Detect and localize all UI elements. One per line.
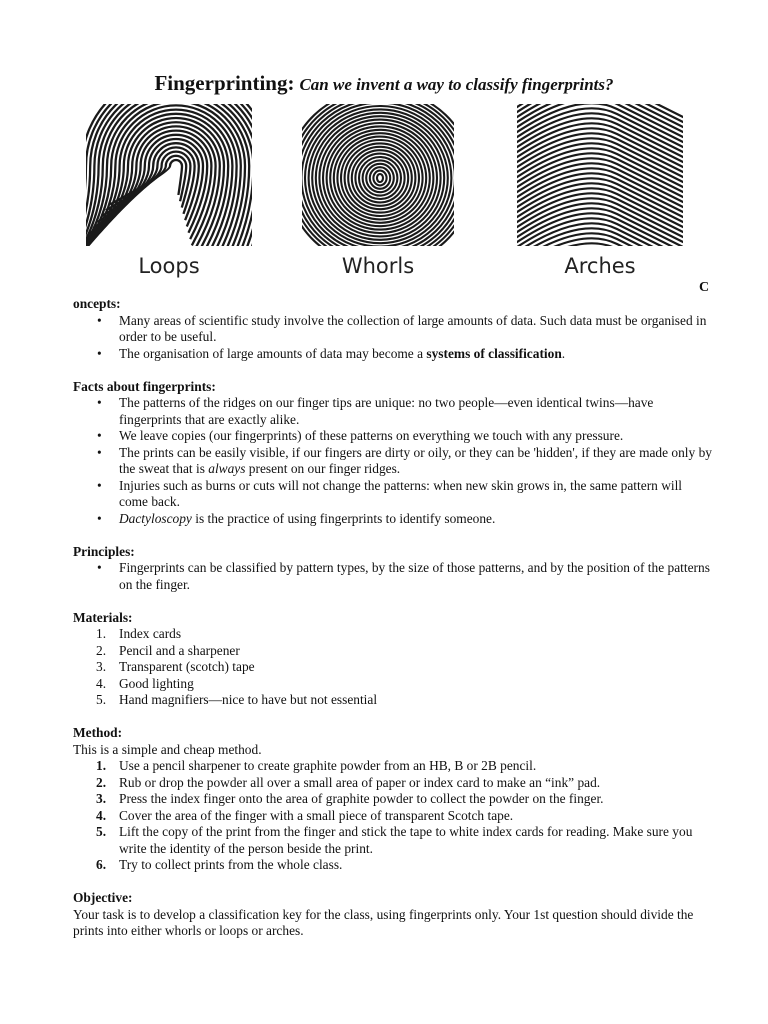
material-number: 3. xyxy=(96,659,107,674)
material-text: Pencil and a sharpener xyxy=(119,642,240,658)
step-number: 3. xyxy=(96,791,107,806)
concept-text: . xyxy=(561,345,566,361)
method-step xyxy=(96,791,713,808)
step-number: 5. xyxy=(96,824,107,839)
principles-section xyxy=(73,544,713,594)
page-title xyxy=(0,70,768,98)
arch-print xyxy=(517,104,683,278)
step-number: 4. xyxy=(96,807,107,823)
objective-section xyxy=(73,890,713,940)
method-step xyxy=(96,774,713,792)
stray-letter: C xyxy=(699,280,710,295)
whorl-fingerprint-image xyxy=(302,104,454,246)
step-text: Press the index finger onto the area of graphite powder to collect the powder on the finger. xyxy=(119,791,604,806)
method-intro: This is a simple and cheap method. xyxy=(73,741,262,757)
material-item xyxy=(96,692,713,709)
material-text: Good lighting xyxy=(119,675,194,691)
whorl-caption: Whorls xyxy=(341,254,415,278)
principle-item: • Fingerprints can be classified by pattern types, by the size of those patterns, and by the position of the patterns on the finger. xyxy=(119,560,713,593)
material-text: Index cards xyxy=(119,626,182,641)
fact-item xyxy=(119,428,713,445)
loop-fingerprint-image xyxy=(86,104,252,246)
loop-caption: Loops xyxy=(138,254,200,278)
material-text: Transparent (scotch) tape xyxy=(119,659,255,674)
concepts-heading: oncepts: xyxy=(73,296,121,311)
concept-text: Many areas of scientific study involve the collection of large amounts of data. Such data must be organised in order to be useful. xyxy=(119,312,707,344)
fact-item xyxy=(119,445,713,478)
step-text: Try to collect prints from the whole class. xyxy=(119,857,343,872)
materials-section xyxy=(73,610,713,709)
step-number: 2. xyxy=(96,774,107,790)
fact-emphasis: always xyxy=(208,461,246,476)
step-text: Use a pencil sharpener to create graphite powder from an HB, B or 2B pencil. xyxy=(119,758,537,773)
step-text: Lift the copy of the print from the finger and stick the tape to white index cards for reading. Make sure you write the identity of the person beside the print. xyxy=(119,824,693,856)
principles-heading: Principles: xyxy=(73,543,135,559)
fact-text: The patterns of the ridges on our finger tips are unique: no two people—even identical twins—have fingerprints that are exactly alike. xyxy=(119,395,654,427)
fact-text: The prints can be easily visible, if our fingers are dirty or oily, or they can be 'hidden', if they are made only by the sweat that is xyxy=(119,444,712,476)
concept-item xyxy=(119,346,713,363)
method-step xyxy=(96,758,713,775)
concept-item xyxy=(119,313,713,346)
fingerprint-figure xyxy=(86,104,686,294)
fact-text: present on our finger ridges. xyxy=(245,461,401,476)
concept-text: The organisation of large amounts of data may become a xyxy=(119,345,427,361)
arch-fingerprint-image xyxy=(517,104,683,246)
fact-text: Injuries such as burns or cuts will not change the patterns: when new skin grows in, the same pattern will come back. xyxy=(119,477,683,509)
document-body xyxy=(73,296,713,956)
loop-print xyxy=(86,104,252,278)
step-number: 6. xyxy=(96,857,107,872)
step-text: Rub or drop the powder all over a small area of paper or index card to make an “ink” pad. xyxy=(119,774,601,790)
material-number: 5. xyxy=(96,692,107,707)
material-item xyxy=(96,626,713,643)
fact-item xyxy=(119,511,713,528)
facts-section xyxy=(73,379,713,528)
method-heading: Method: xyxy=(73,725,123,740)
fact-item xyxy=(119,395,713,428)
method-section xyxy=(73,725,713,874)
facts-heading: Facts about fingerprints: xyxy=(73,378,216,394)
material-number: 2. xyxy=(96,642,107,658)
step-text: Cover the area of the finger with a small piece of transparent Scotch tape. xyxy=(119,807,514,823)
method-step xyxy=(96,824,713,857)
material-item xyxy=(96,659,713,676)
arch-caption: Arches xyxy=(564,254,636,278)
title-subtitle: Can we invent a way to classify fingerprints? xyxy=(299,75,614,94)
materials-heading: Materials: xyxy=(73,609,133,625)
fact-text: is the practice of using fingerprints to identify someone. xyxy=(191,510,496,526)
step-number: 1. xyxy=(96,758,107,773)
material-number: 4. xyxy=(96,675,107,691)
material-item xyxy=(96,675,713,693)
whorl-print xyxy=(302,104,454,278)
fact-text: We leave copies (our fingerprints) of these patterns on everything we touch with any pressure. xyxy=(119,428,624,443)
fact-item xyxy=(119,478,713,511)
method-step xyxy=(96,857,713,874)
fact-emphasis: Dactyloscopy xyxy=(119,510,192,526)
title-main: Fingerprinting: xyxy=(154,71,295,95)
objective-text: Your task is to develop a classification key for the class, using fingerprints only. Your 1st question should divide the prints into either whorls or loops or arches. xyxy=(73,906,694,938)
objective-heading: Objective: xyxy=(73,890,133,905)
method-step xyxy=(96,807,713,825)
material-text: Hand magnifiers—nice to have but not essential xyxy=(119,692,378,707)
material-number: 1. xyxy=(96,626,107,641)
material-item xyxy=(96,642,713,660)
concepts-section xyxy=(73,296,713,362)
concept-emphasis: systems of classification xyxy=(426,345,562,361)
